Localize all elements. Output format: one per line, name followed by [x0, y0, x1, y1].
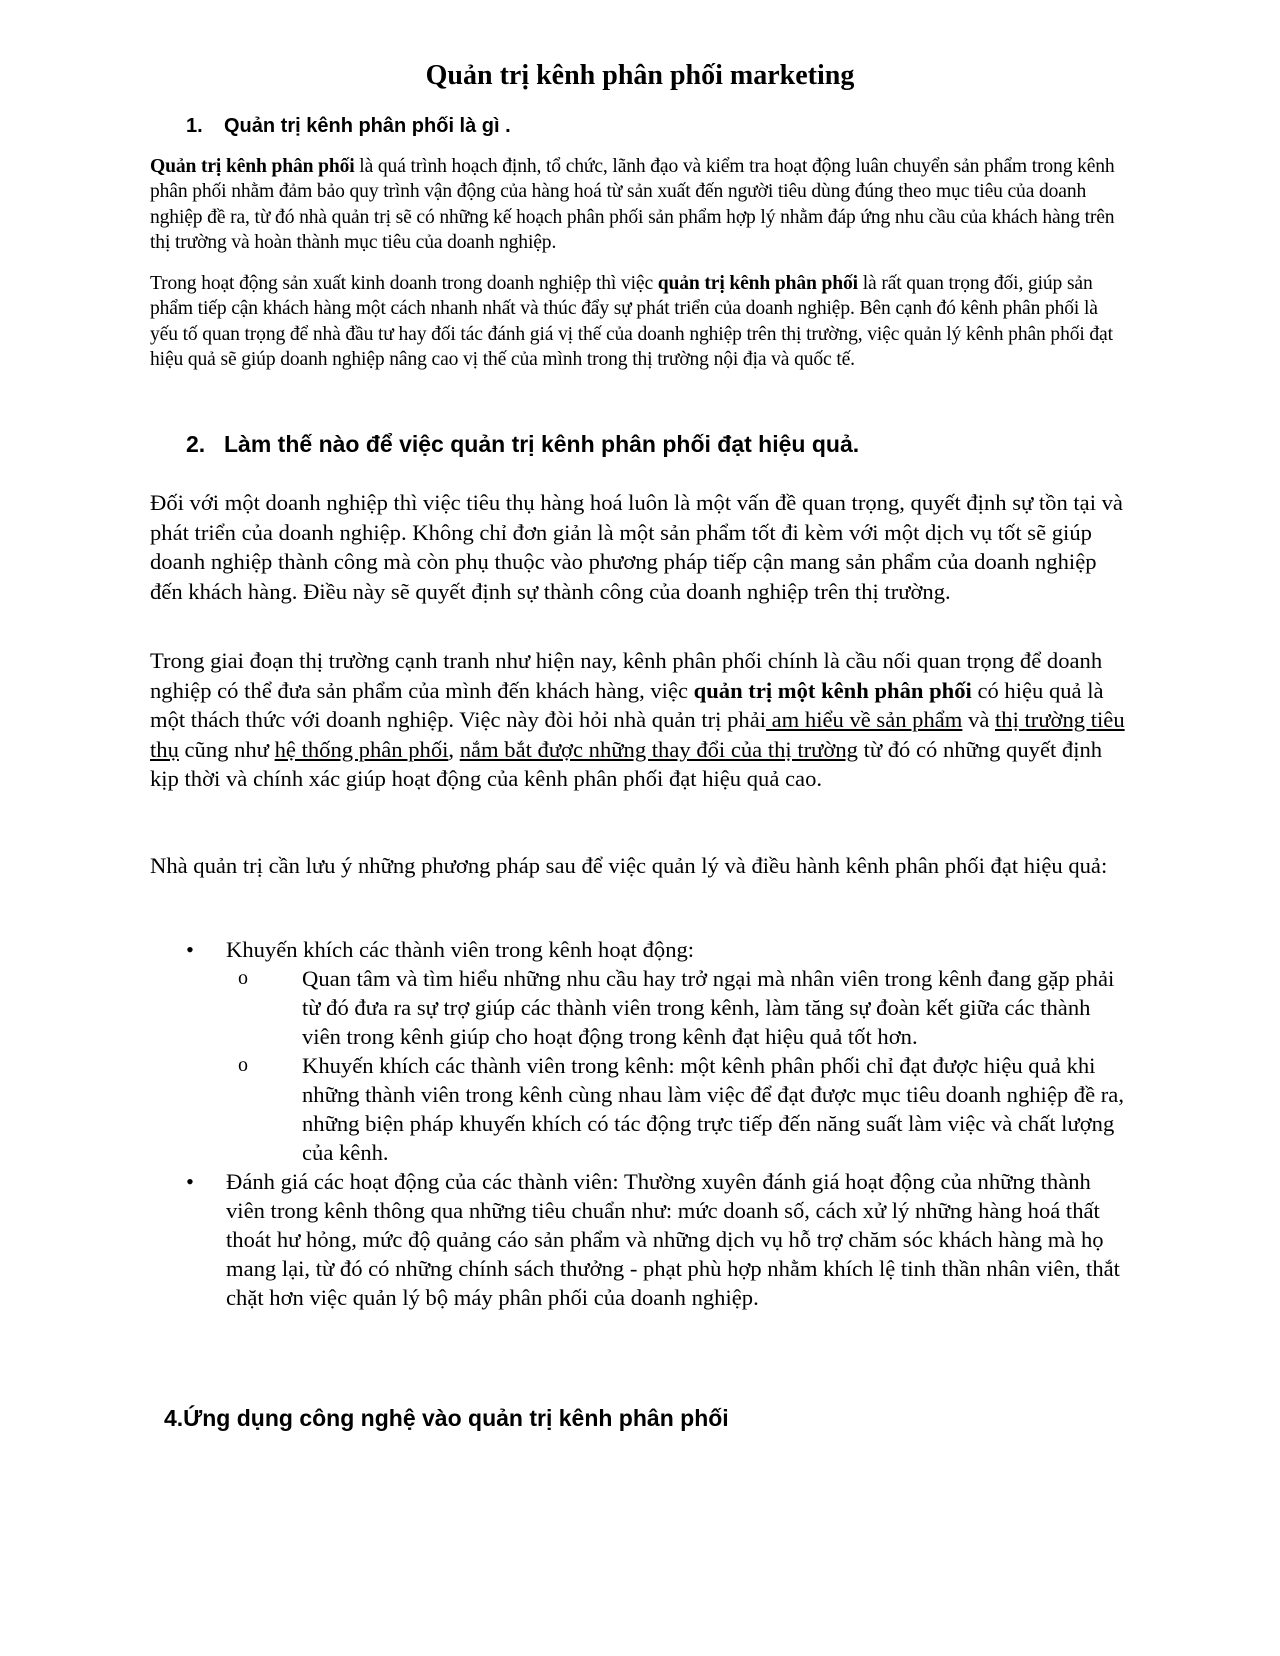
- bullet-icon: •: [186, 937, 194, 962]
- section-1-number: 1.: [186, 115, 203, 137]
- paragraph-consumption: Đối với một doanh nghiệp thì việc tiêu thụ hàng hoá luôn là một vấn đề quan trọng, quyết định sự tồn tại và phát triển của doanh nghiệp. Không chỉ đơn giản là một sản phẩm tốt đi kèm với một dịch vụ tốt sẽ giúp doanh nghiệp thành công mà còn phụ thuộc vào phương pháp tiếp cận mang sản phẩm của doanh nghiệp đến khách hàng. Điều này sẽ quyết định sự thành công của doanh nghiệp trên thị trường.: [150, 490, 1123, 604]
- paragraph-competition-bold: quản trị một kênh phân phối: [693, 677, 972, 703]
- sub-list-item: [226, 1051, 1130, 1167]
- underlined-market-changes: nắm bắt được những thay đổi của thị trường: [459, 736, 858, 762]
- list-item: [150, 935, 1130, 1167]
- paragraph-methods-intro: Nhà quản trị cần lưu ý những phương pháp sau để việc quản lý và điều hành kênh phân phối đạt hiệu quả:: [150, 853, 1108, 878]
- sub-list-item-text: Khuyến khích các thành viên trong kênh: một kênh phân phối chỉ đạt được hiệu quả khi những thành viên trong kênh cùng nhau làm việc để đạt được mục tiêu doanh nghiệp đề ra, những biện pháp khuyến khích có tác động trực tiếp đến năng suất làm việc và chất lượng của kênh.: [302, 1053, 1124, 1165]
- paragraph-competition: [150, 646, 1130, 794]
- underlined-product-knowledge: am hiểu về sản phẩm: [766, 707, 963, 732]
- paragraph-competition-t6: từ đó có những quyết định kịp thời và chính xác giúp hoạt động của kênh phân phối đạt hiệu quả cao.: [150, 736, 1103, 791]
- sub-list-item: [226, 964, 1130, 1051]
- section-1-heading: [186, 112, 511, 140]
- sub-list: [226, 964, 1130, 1167]
- paragraph-definition-bold: Quản trị kênh phân phối: [150, 156, 355, 177]
- paragraph-competition-t2: có hiệu quả là một thách thức với doanh nghiệp. Việc này đòi hỏi nhà quản trị phải: [150, 677, 1104, 732]
- circle-bullet-icon: o: [238, 1054, 248, 1076]
- paragraph-competition-t3: và: [962, 707, 996, 732]
- methods-list: [150, 935, 1130, 1312]
- list-item-text: Đánh giá các hoạt động của các thành viên: Thường xuyên đánh giá hoạt động của những thành viên trong kênh thông qua những tiêu chuẩn như: mức doanh số, cách xử lý những hàng hoá thất thoát hư hỏng, mức độ quảng cáo sản phẩm và những dịch vụ hỗ trợ chăm sóc khách hàng mà họ mang lại, từ đó có những chính sách thưởng - phạt phù hợp nhằm khích lệ tinh thần nhân viên, thắt chặt hơn việc quản lý bộ máy phân phối của doanh nghiệp.: [226, 1169, 1120, 1310]
- paragraph-competition-t1: Trong giai đoạn thị trường cạnh tranh như hiện nay, kênh phân phối chính là cầu nối quan trọng để doanh nghiệp có thể đưa sản phẩm của mình đến khách hàng, việc: [150, 648, 1103, 703]
- bullet-icon: •: [186, 1169, 194, 1194]
- underlined-distribution-system: hệ thống phân phối: [274, 736, 449, 762]
- circle-bullet-icon: o: [238, 967, 248, 989]
- document-title: Quản trị kênh phân phối marketing: [425, 60, 855, 91]
- section-2-heading: [186, 428, 859, 460]
- paragraph-definition-text: là quá trình hoạch định, tổ chức, lãnh đạo và kiểm tra hoạt động luân chuyển sản phẩm trong kênh phân phối nhằm đảm bảo quy trình vận động của hàng hoá từ sản xuất đến người tiêu dùng đúng theo mục tiêu của doanh nghiệp đề ra, từ đó nhà quản trị sẽ có những kế hoạch phân phối sản phẩm hợp lý nhằm đáp ứng nhu cầu của khách hàng trên thị trường và hoàn thành mục tiêu của doanh nghiệp.: [150, 156, 1115, 254]
- paragraph-importance-bold: quản trị kênh phân phối: [657, 273, 858, 294]
- section-2-heading-text: Làm thế nào để việc quản trị kênh phân phối đạt hiệu quả.: [224, 431, 860, 457]
- paragraph-definition: [150, 154, 1116, 256]
- paragraph-importance-before: Trong hoạt động sản xuất kinh doanh trong doanh nghiệp thì việc: [150, 273, 658, 294]
- paragraph-competition-t5: ,: [448, 736, 460, 762]
- sub-list-item-text: Quan tâm và tìm hiểu những nhu cầu hay trở ngại mà nhân viên trong kênh đang gặp phải từ đó đưa ra sự trợ giúp các thành viên trong kênh, làm tăng sự đoàn kết giữa các thành viên trong kênh giúp cho hoạt động trong kênh đạt hiệu quả tốt hơn.: [302, 966, 1115, 1049]
- paragraph-importance: [150, 271, 1116, 373]
- section-2-number: 2.: [186, 431, 206, 457]
- section-1-heading-text: Quản trị kênh phân phối là gì .: [224, 115, 511, 137]
- section-4-heading: 4.Ứng dụng công nghệ vào quản trị kênh phân phối: [164, 1405, 729, 1431]
- list-item: [150, 1167, 1130, 1312]
- underlined-consumer-market: thị trường tiêu thụ: [150, 707, 1125, 762]
- list-item-text: Khuyến khích các thành viên trong kênh hoạt động:: [226, 937, 695, 962]
- paragraph-competition-t4: cũng như: [178, 736, 275, 762]
- paragraph-importance-after: là rất quan trọng đối, giúp sản phẩm tiếp cận khách hàng một cách nhanh nhất và thúc đẩy sự phát triển của doanh nghiệp. Bên cạnh đó kênh phân phối là yếu tố quan trọng để nhà đầu tư hay đối tác đánh giá vị thế của doanh nghiệp trên thị trường, việc quản lý kênh phân phối đạt hiệu quả sẽ giúp doanh nghiệp nâng cao vị thế của mình trong thị trường nội địa và quốc tế.: [150, 273, 1113, 371]
